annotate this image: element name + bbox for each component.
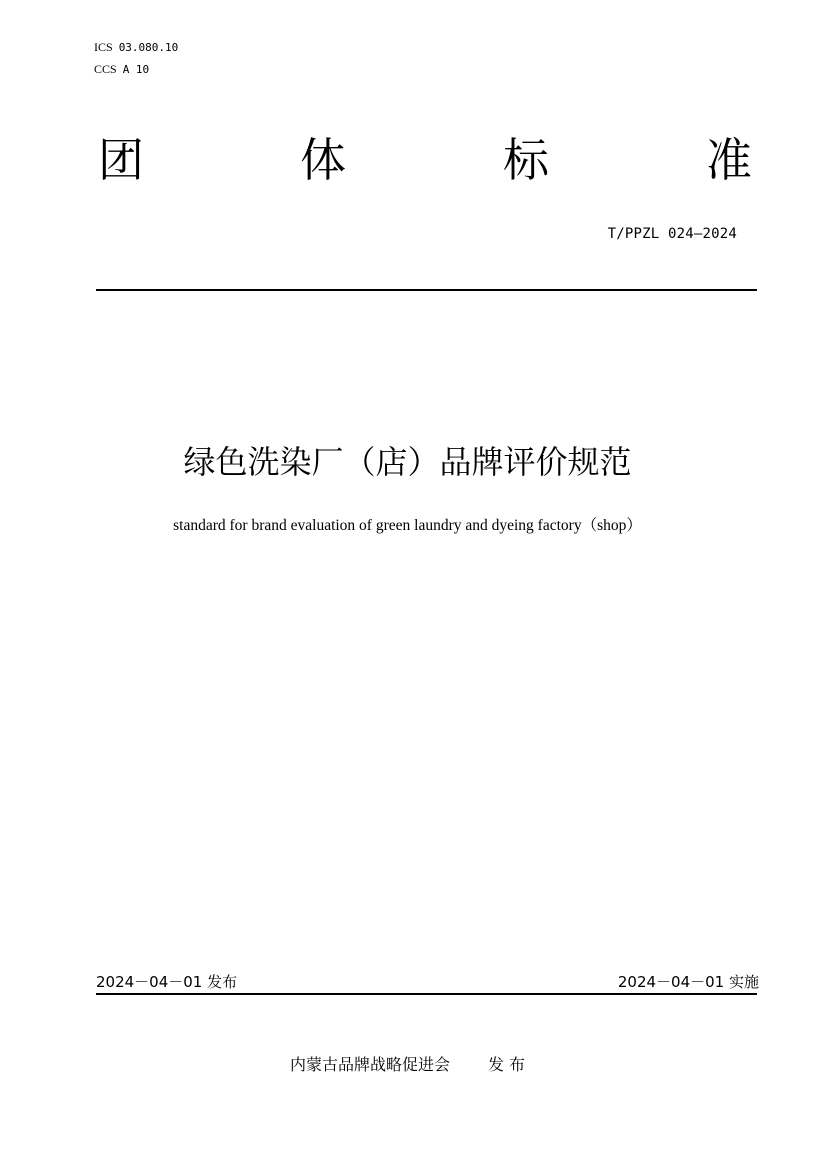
implement-date: 2024－04－01 实施 — [617, 973, 759, 991]
standard-type-char-1: 团 — [98, 133, 144, 187]
ics-label: ICS — [94, 40, 113, 54]
document-title-chinese: 绿色洗染厂（店）品牌评价规范 — [183, 443, 632, 481]
document-title-english: standard for brand evaluation of green laundry and dyeing factory（shop） — [173, 517, 642, 534]
ccs-value: A 10 — [122, 63, 150, 76]
ccs-code — [94, 62, 149, 77]
standard-type-char-4: 准 — [706, 133, 752, 187]
ccs-label: CCS — [94, 62, 117, 76]
document-number: T/PPZL 024—2024 — [607, 226, 737, 242]
publish-date: 2024－04－01 发布 — [96, 973, 238, 991]
footer-divider — [96, 993, 757, 995]
standard-type-char-3: 标 — [503, 133, 549, 187]
issuer-action: 发 布 — [487, 1055, 526, 1074]
ics-value: 03.080.10 — [118, 41, 179, 54]
standard-type-char-2: 体 — [300, 133, 346, 187]
header-divider — [96, 289, 757, 291]
ics-code — [94, 40, 178, 55]
issuer-organization: 内蒙古品牌战略促进会 — [289, 1055, 450, 1074]
issuer — [0, 1052, 815, 1075]
